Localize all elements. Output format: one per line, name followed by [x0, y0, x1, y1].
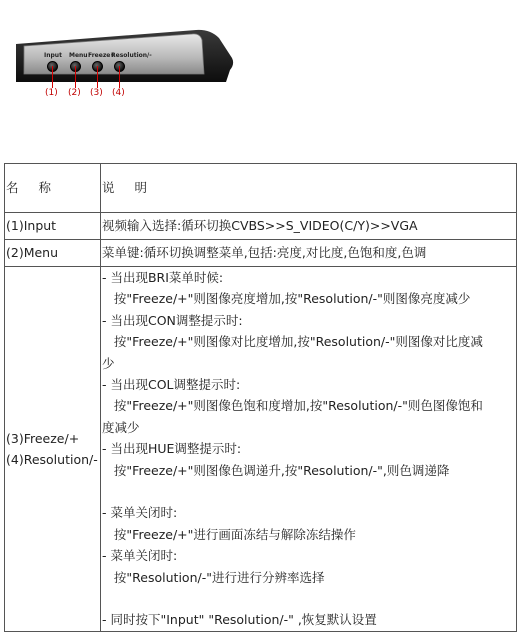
- callout-3: (3): [90, 88, 103, 98]
- row-menu-desc: 菜单键:循环切换调整菜单,包括:亮度,对比度,色饱和度,色调: [101, 240, 517, 267]
- callout-2: (2): [68, 88, 81, 98]
- leader-line-1: [52, 66, 53, 88]
- leader-line-4: [119, 66, 120, 88]
- row-freeze-resolution-name: (3)Freeze/+ (4)Resolution/-: [5, 267, 101, 632]
- panel-label-input: Input: [44, 52, 62, 59]
- leader-line-2: [75, 66, 76, 88]
- header-name-cell: 名 称: [5, 164, 101, 213]
- table-row: [5, 213, 517, 240]
- table-header-row: [5, 164, 517, 213]
- leader-line-3: [97, 66, 98, 88]
- callout-1: (1): [45, 88, 58, 98]
- row-input-desc: 视频输入选择:循环切换CVBS>>S_VIDEO(C/Y)>>VGA: [101, 213, 517, 240]
- row-input-name: (1)Input: [5, 213, 101, 240]
- row-freeze-resolution-desc: - 当出现BRI菜单时候: 按"Freeze/+"则图像亮度增加,按"Resolution/-"则图像亮度减少 - 当出现CON调整提示时: 按"Freeze/+"则图像对比度增加,按"Resolution/-"则图像对比度减 少 - 当出现COL调整提示时: 按"Freeze/+"则图像色饱和度增加,按"Resolution/-"则色图像饱和 度减少 - 当出现HUE调整提示时: 按"Freeze/+"则图像色调递升,按"Resolution/-",则色调递降 - 菜单关闭时: 按"Freeze/+"进行画面冻结与解除冻结操作 - 菜单关闭时: 按"Resolution/-"进行进行分辨率选择 - 同时按下"Input" "Resolution/-" ,恢复默认设置: [101, 267, 517, 632]
- button-spec-table: [4, 163, 517, 632]
- panel-label-resolution: Resolution/-: [111, 52, 152, 59]
- row-menu-name: (2)Menu: [5, 240, 101, 267]
- panel-label-menu: Menu: [69, 52, 88, 59]
- panel-label-freeze: Freeze+: [88, 52, 116, 59]
- table-row: [5, 240, 517, 267]
- callout-4: (4): [112, 88, 125, 98]
- device-illustration: [14, 24, 236, 86]
- table-row: [5, 267, 517, 632]
- header-desc-cell: 说 明: [101, 164, 517, 213]
